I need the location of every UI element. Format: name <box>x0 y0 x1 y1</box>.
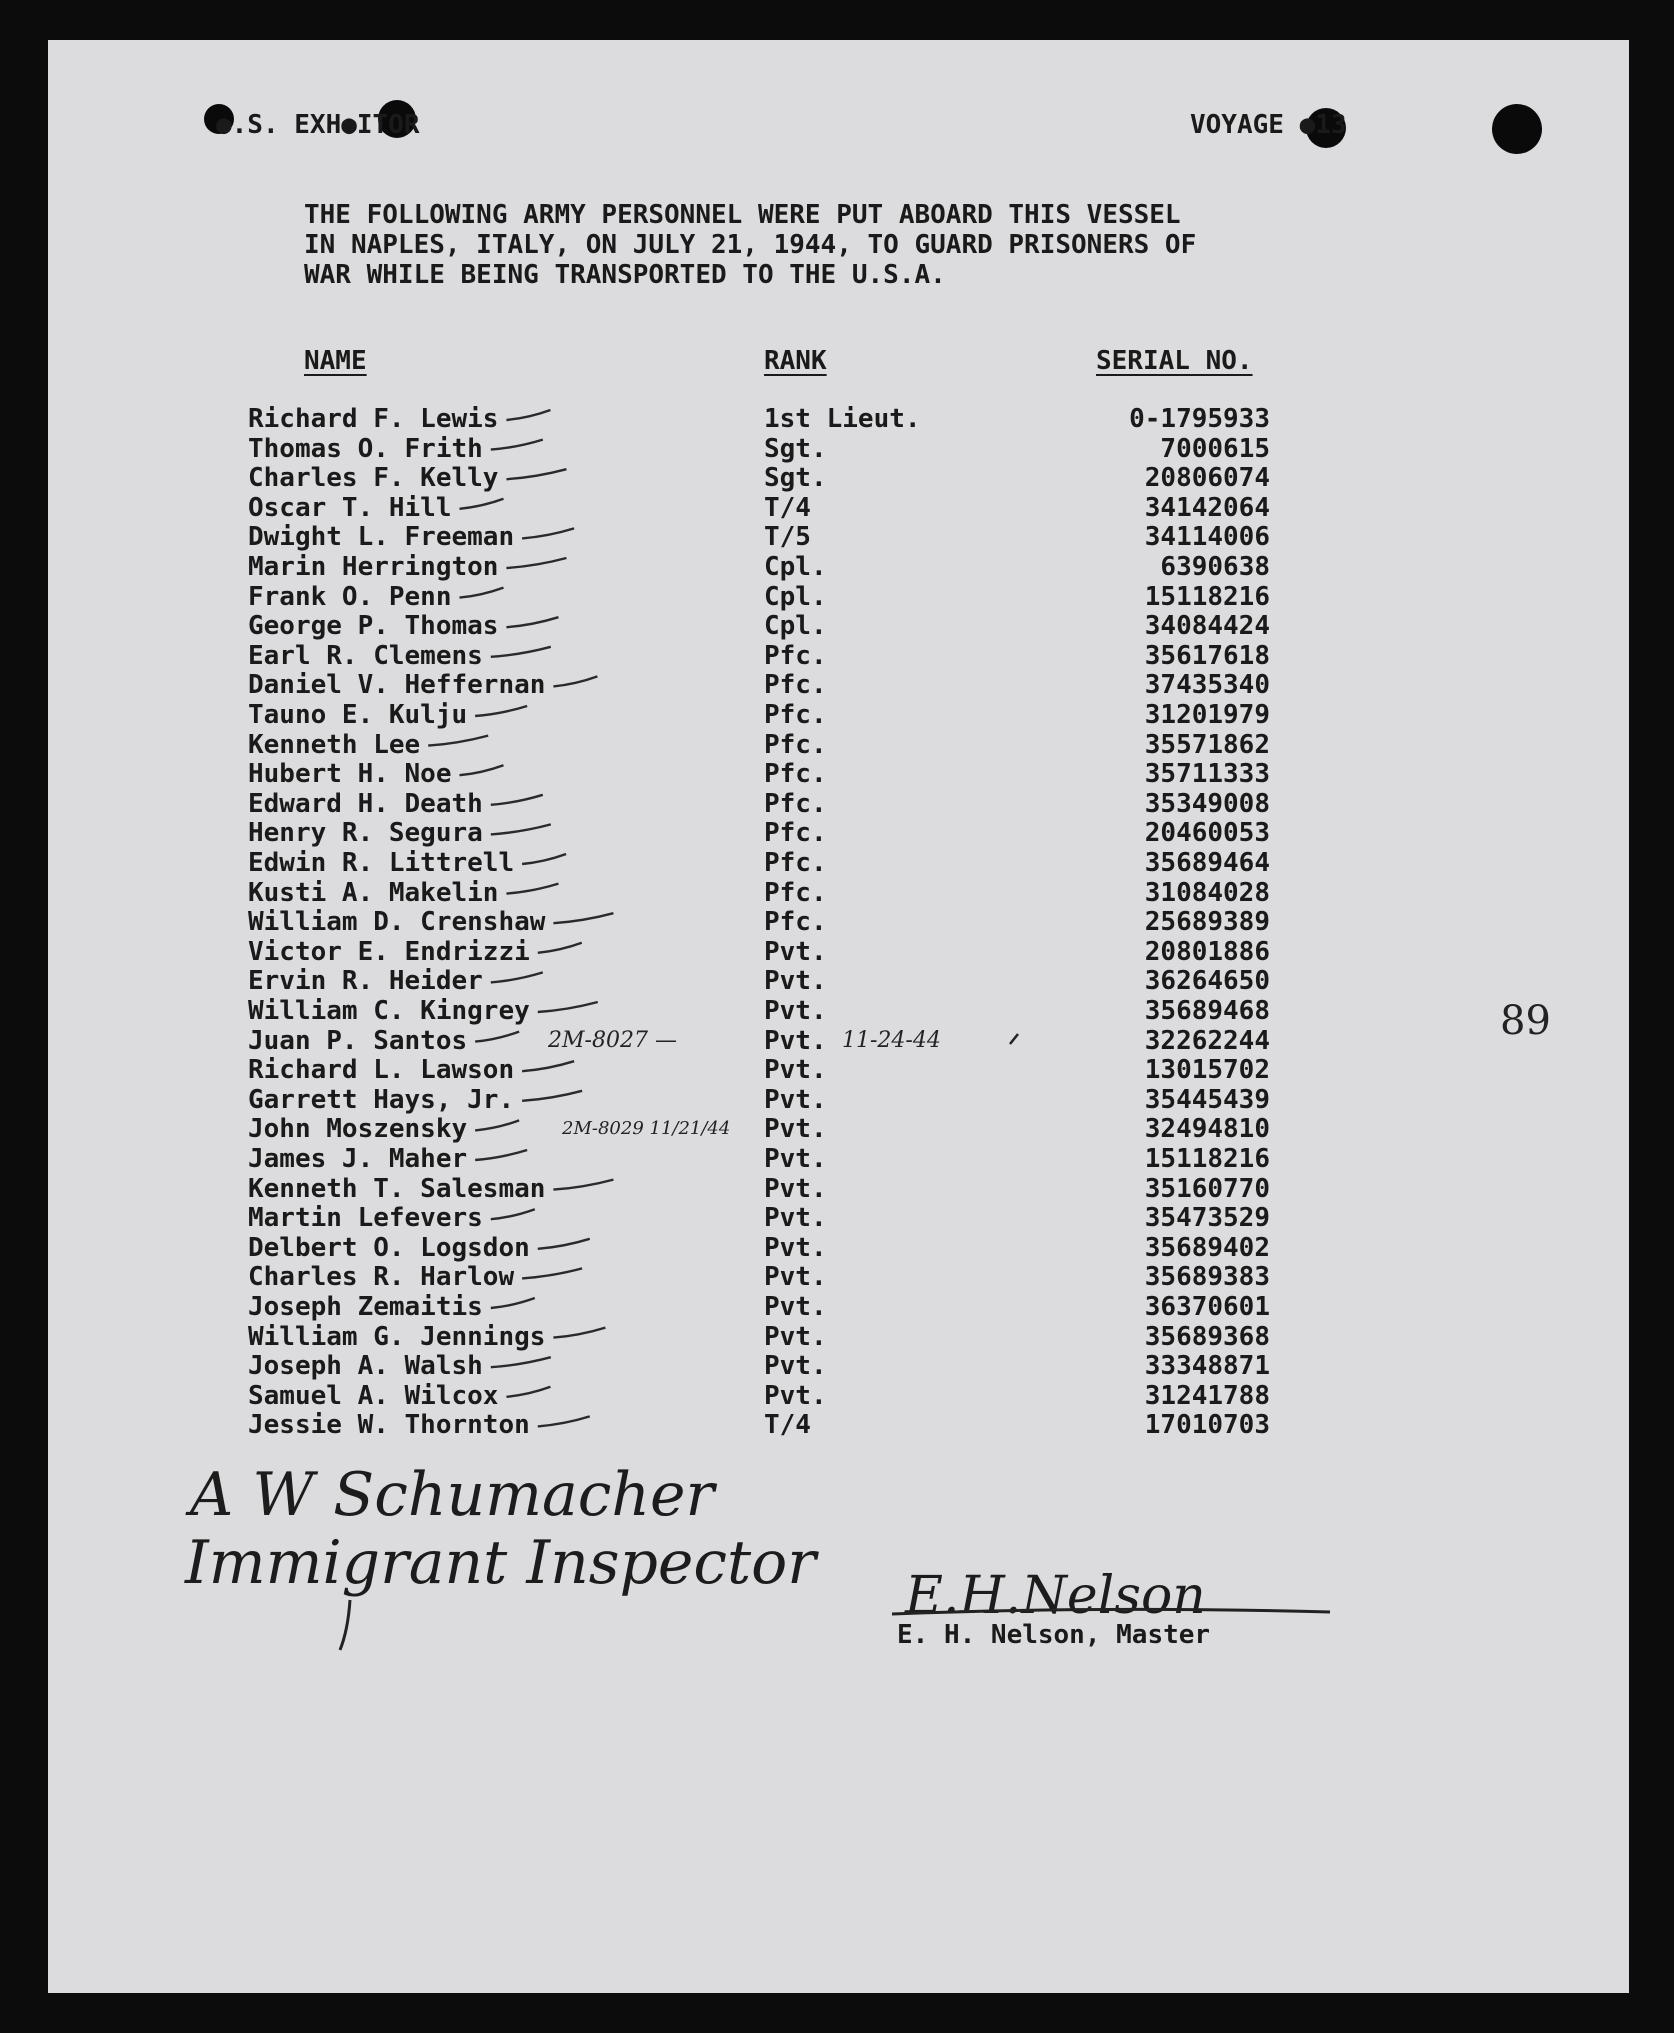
check-mark <box>491 440 543 450</box>
master-signature: E.H.Nelson <box>905 1566 1206 1626</box>
personnel-rank: Pvt. <box>764 1380 827 1411</box>
check-mark <box>522 1091 582 1101</box>
check-mark <box>491 1209 535 1219</box>
personnel-serial: 35711333 <box>1144 759 1270 790</box>
personnel-rank: Pfc. <box>764 759 827 790</box>
intro-line: THE FOLLOWING ARMY PERSONNEL WERE PUT ABOARD THIS VESSEL <box>304 200 1181 230</box>
personnel-rank: Pvt. <box>764 1173 827 1204</box>
personnel-rank: Pfc. <box>764 877 827 908</box>
personnel-name: James J. Maher <box>248 1144 468 1174</box>
moszensky-note: 2M-8029 11/21/44 <box>562 1118 731 1139</box>
personnel-name: Kenneth T. Salesman <box>248 1173 546 1204</box>
personnel-name: John Moszensky <box>248 1114 468 1145</box>
check-mark <box>538 1002 598 1012</box>
check-mark <box>491 972 543 982</box>
personnel-rank: Sgt. <box>764 433 827 464</box>
inspector-signature-flourish <box>340 1600 350 1650</box>
personnel-name: Marin Herrington <box>248 552 499 582</box>
check-mark <box>522 1061 574 1071</box>
personnel-rank: Pvt. <box>764 1084 827 1115</box>
personnel-name: Dwight L. Freeman <box>248 522 515 553</box>
personnel-rank: Pvt. <box>764 1025 827 1056</box>
personnel-name: Tauno E. Kulju <box>248 700 468 730</box>
check-mark <box>475 1032 519 1042</box>
personnel-name: Earl R. Clemens <box>248 640 483 671</box>
personnel-rank: Pvt. <box>764 1292 827 1322</box>
personnel-name: Juan P. Santos <box>248 1025 468 1056</box>
personnel-rank: Pfc. <box>764 700 827 730</box>
personnel-serial: 36370601 <box>1144 1292 1270 1322</box>
santos-note: 2M-8027 — <box>548 1028 677 1053</box>
personnel-serial: 20801886 <box>1144 936 1270 967</box>
personnel-serial: 35689402 <box>1144 1232 1270 1263</box>
check-mark <box>428 736 488 746</box>
intro-line: WAR WHILE BEING TRANSPORTED TO THE U.S.A. <box>304 260 946 290</box>
personnel-serial: 15118216 <box>1144 1144 1270 1174</box>
santos-note-tick <box>1010 1034 1018 1044</box>
check-mark <box>491 1357 551 1367</box>
check-mark <box>538 1416 590 1426</box>
personnel-name: Edwin R. Littrell <box>248 848 515 878</box>
personnel-rank: Sgt. <box>764 463 827 494</box>
personnel-rank: Pvt. <box>764 1351 827 1382</box>
page-number: 89 <box>1500 998 1551 1044</box>
check-mark <box>553 1180 613 1190</box>
personnel-name: Victor E. Endrizzi <box>248 936 530 967</box>
check-mark <box>553 676 597 686</box>
check-mark <box>459 765 503 775</box>
personnel-name: Samuel A. Wilcox <box>248 1380 499 1411</box>
check-mark <box>475 706 527 716</box>
personnel-rank: Cpl. <box>764 552 827 582</box>
personnel-serial: 0-1795933 <box>1129 404 1270 434</box>
personnel-name: Henry R. Segura <box>248 818 483 849</box>
personnel-name: William C. Kingrey <box>248 996 530 1026</box>
personnel-serial: 33348871 <box>1144 1351 1270 1382</box>
personnel-rank: Pfc. <box>764 670 827 701</box>
personnel-rank: Pvt. <box>764 1144 827 1174</box>
check-mark <box>506 410 550 420</box>
check-mark <box>553 913 613 923</box>
personnel-serial: 36264650 <box>1144 966 1270 997</box>
personnel-name: Oscar T. Hill <box>248 492 452 523</box>
personnel-rank: Pvt. <box>764 1055 827 1086</box>
personnel-serial: 35689464 <box>1144 848 1270 878</box>
check-mark <box>491 647 551 657</box>
personnel-rank: Pfc. <box>764 640 827 671</box>
personnel-serial: 31241788 <box>1144 1380 1270 1411</box>
personnel-rank: Pfc. <box>764 788 827 819</box>
personnel-name: Charles R. Harlow <box>248 1262 515 1293</box>
personnel-serial: 37435340 <box>1144 670 1270 701</box>
personnel-rank: T/4 <box>764 1410 811 1441</box>
personnel-serial: 35160770 <box>1144 1173 1270 1204</box>
column-header-rank: RANK <box>764 346 827 376</box>
check-mark <box>538 943 582 953</box>
check-mark <box>491 824 551 834</box>
check-mark <box>459 499 503 509</box>
vessel-name: ●.S. EXH●ITOR <box>216 110 420 140</box>
personnel-serial: 20460053 <box>1144 818 1270 849</box>
personnel-serial: 35689468 <box>1144 996 1270 1026</box>
personnel-name: Charles F. Kelly <box>248 463 499 494</box>
personnel-serial: 17010703 <box>1144 1410 1270 1441</box>
personnel-serial: 32262244 <box>1144 1025 1270 1056</box>
personnel-rank: T/5 <box>764 522 811 553</box>
personnel-serial: 35571862 <box>1144 729 1270 760</box>
check-mark <box>506 884 558 894</box>
personnel-rank: T/4 <box>764 492 811 523</box>
personnel-serial: 35473529 <box>1144 1203 1270 1234</box>
check-mark <box>506 469 566 479</box>
column-header-serial: SERIAL NO. <box>1096 346 1253 376</box>
check-mark <box>538 1239 590 1249</box>
personnel-name: Thomas O. Frith <box>248 433 483 464</box>
check-mark <box>506 558 566 568</box>
personnel-rank: Pvt. <box>764 1114 827 1145</box>
personnel-serial: 7000615 <box>1160 433 1270 464</box>
santos-date: 11-24-44 <box>842 1028 941 1053</box>
check-mark <box>491 795 543 805</box>
check-mark <box>522 1268 582 1278</box>
check-mark <box>475 1120 519 1130</box>
personnel-serial: 6390638 <box>1160 552 1270 582</box>
personnel-serial: 20806074 <box>1144 463 1270 494</box>
intro-line: IN NAPLES, ITALY, ON JULY 21, 1944, TO GUARD PRISONERS OF <box>304 230 1197 260</box>
personnel-rank: Pfc. <box>764 907 827 938</box>
personnel-serial: 34142064 <box>1144 492 1270 523</box>
personnel-name: Richard F. Lewis <box>248 404 499 434</box>
personnel-name: William G. Jennings <box>248 1321 546 1352</box>
check-mark <box>491 1298 535 1308</box>
personnel-rank: 1st Lieut. <box>764 404 921 434</box>
personnel-rank: Pfc. <box>764 848 827 878</box>
personnel-serial: 31201979 <box>1144 700 1270 730</box>
personnel-name: Joseph A. Walsh <box>248 1351 483 1382</box>
check-mark <box>475 1150 527 1160</box>
personnel-name: George P. Thomas <box>248 611 499 642</box>
personnel-serial: 13015702 <box>1144 1055 1270 1086</box>
personnel-serial: 34084424 <box>1144 611 1270 642</box>
master-typed-name: E. H. Nelson, Master <box>897 1620 1211 1650</box>
personnel-name: Edward H. Death <box>248 788 483 819</box>
personnel-name: Ervin R. Heider <box>248 966 483 997</box>
personnel-name: Garrett Hays, Jr. <box>248 1084 515 1115</box>
check-mark <box>506 617 558 627</box>
personnel-rank: Pvt. <box>764 1203 827 1234</box>
personnel-serial: 35689383 <box>1144 1262 1270 1293</box>
personnel-serial: 35617618 <box>1144 640 1270 671</box>
personnel-serial: 35445439 <box>1144 1084 1270 1115</box>
personnel-serial: 35349008 <box>1144 788 1270 819</box>
personnel-name: Hubert H. Noe <box>248 759 452 790</box>
personnel-name: Kusti A. Makelin <box>248 877 499 908</box>
personnel-rank: Pvt. <box>764 996 827 1026</box>
personnel-name: William D. Crenshaw <box>248 907 546 938</box>
personnel-rank: Pfc. <box>764 729 827 760</box>
personnel-rank: Pvt. <box>764 1321 827 1352</box>
personnel-rank: Cpl. <box>764 581 827 612</box>
personnel-rank: Pvt. <box>764 966 827 997</box>
check-mark <box>506 1387 550 1397</box>
inspector-title: Immigrant Inspector <box>185 1528 816 1598</box>
personnel-rank: Pvt. <box>764 936 827 967</box>
personnel-name: Jessie W. Thornton <box>248 1410 530 1441</box>
personnel-name: Delbert O. Logsdon <box>248 1232 530 1263</box>
check-mark <box>522 854 566 864</box>
personnel-rank: Cpl. <box>764 611 827 642</box>
personnel-name: Joseph Zemaitis <box>248 1292 483 1322</box>
personnel-name: Richard L. Lawson <box>248 1055 515 1086</box>
personnel-serial: 15118216 <box>1144 581 1270 612</box>
voyage-number: VOYAGE ●13 <box>1190 110 1347 140</box>
personnel-serial: 35689368 <box>1144 1321 1270 1352</box>
personnel-name: Frank O. Penn <box>248 581 452 612</box>
check-mark <box>553 1328 605 1338</box>
personnel-serial: 32494810 <box>1144 1114 1270 1145</box>
column-header-name: NAME <box>304 346 367 376</box>
personnel-name: Martin Lefevers <box>248 1203 483 1234</box>
check-mark <box>522 528 574 538</box>
personnel-rank: Pfc. <box>764 818 827 849</box>
inspector-signature: A W Schumacher <box>190 1460 715 1530</box>
personnel-serial: 31084028 <box>1144 877 1270 908</box>
personnel-name: Kenneth Lee <box>248 729 421 760</box>
personnel-serial: 34114006 <box>1144 522 1270 553</box>
personnel-rank: Pvt. <box>764 1232 827 1263</box>
check-mark <box>459 588 503 598</box>
personnel-rank: Pvt. <box>764 1262 827 1293</box>
personnel-name: Daniel V. Heffernan <box>248 670 546 701</box>
personnel-serial: 25689389 <box>1144 907 1270 938</box>
master-signature-underline <box>892 1609 1330 1614</box>
